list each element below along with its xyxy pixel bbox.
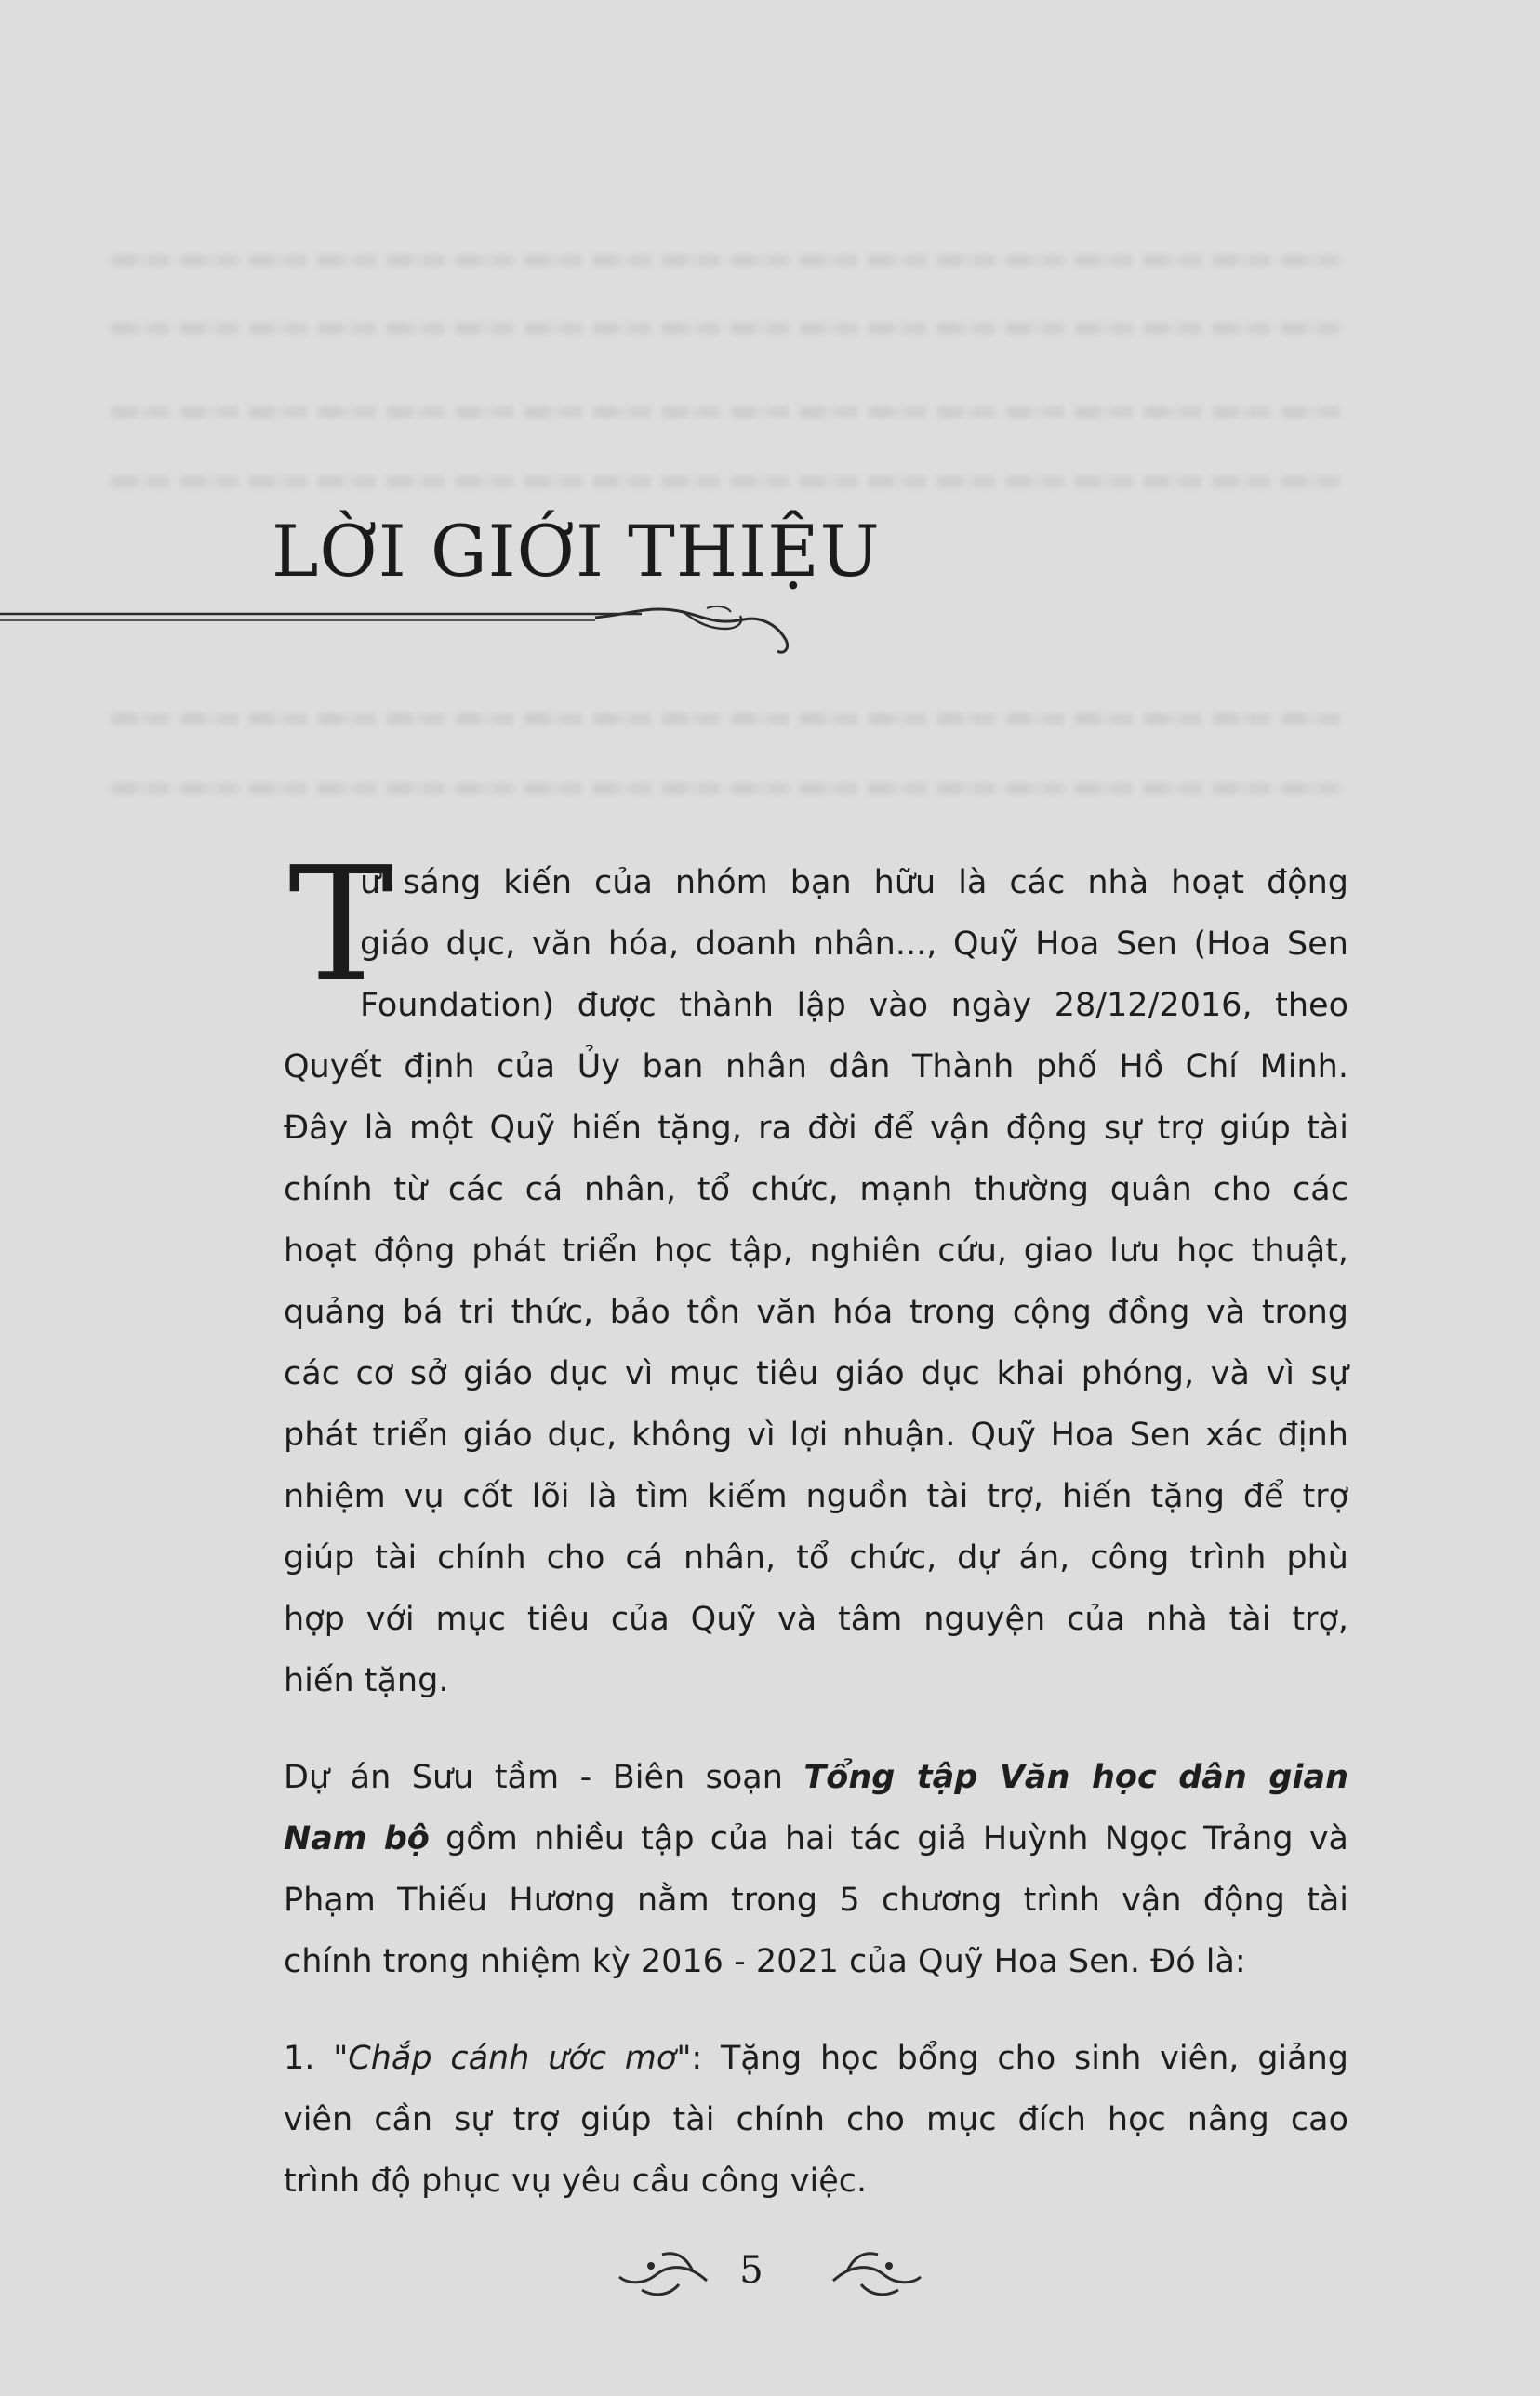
text-fragment: : Tặng học bổng cho sinh viên, giảng xyxy=(691,2040,1349,2077)
text-line xyxy=(284,1747,1348,1808)
text-line: Quyết định của Ủy ban nhân dân Thành phố Hồ Chí Minh. xyxy=(284,1048,1348,1085)
text-line: nhiệm vụ cốt lõi là tìm kiếm nguồn tài trợ, hiến tặng để trợ xyxy=(284,1478,1348,1515)
list-number: 1. xyxy=(284,2040,334,2077)
text-line: Foundation) được thành lập vào ngày 28/12/2016, theo xyxy=(360,987,1348,1024)
text-fragment: Dự án Sưu tầm - Biên soạn xyxy=(284,1759,804,1796)
show-through-line xyxy=(112,772,1348,804)
text-line: hợp với mục tiêu của Quỹ và tâm nguyện của nhà tài trợ, xyxy=(284,1601,1348,1638)
book-title: Nam bộ xyxy=(284,1820,430,1857)
body-text xyxy=(284,833,1349,2212)
text-line: quảng bá tri thức, bảo tồn văn hóa trong cộng đồng và trong xyxy=(284,1294,1348,1331)
page-number: 5 xyxy=(739,2249,763,2292)
show-through-line xyxy=(112,465,1348,497)
text-line: giáo dục, văn hóa, doanh nhân..., Quỹ Hoa Sen (Hoa Sen xyxy=(360,925,1348,963)
show-through-line xyxy=(112,312,1348,343)
text-line: phát triển giáo dục, không vì lợi nhuận. Quỹ Hoa Sen xác định xyxy=(284,1417,1348,1454)
text-fragment: gồm nhiều tập của hai tác giả Huỳnh Ngọc Trảng và xyxy=(429,1820,1348,1857)
text-line: ừ sáng kiến của nhóm bạn hữu là các nhà hoạt động xyxy=(360,864,1348,901)
book-title: Tổng tập Văn học dân gian xyxy=(803,1759,1348,1796)
text-line: Đây là một Quỹ hiến tặng, ra đời để vận động sự trợ giúp tài xyxy=(284,1110,1348,1147)
text-line: hoạt động phát triển học tập, nghiên cứu, giao lưu học thuật, xyxy=(284,1232,1348,1270)
program-name: "Chắp cánh ước mơ" xyxy=(333,2040,692,2077)
text-line: chính trong nhiệm kỳ 2016 - 2021 của Quỹ Hoa Sen. Đó là: xyxy=(284,1943,1246,1980)
text-line: Phạm Thiếu Hương nằm trong 5 chương trình vận động tài xyxy=(284,1882,1348,1919)
text-line: hiến tặng. xyxy=(284,1662,449,1699)
text-line: chính từ các cá nhân, tổ chức, mạnh thường quân cho các xyxy=(284,1171,1348,1208)
page-title: LỜI GIỚI THIỆU xyxy=(272,510,881,592)
show-through-line xyxy=(112,395,1348,427)
text-line: trình độ phục vụ yêu cầu công việc. xyxy=(284,2163,868,2200)
title-flourish-rule xyxy=(0,605,800,660)
text-line xyxy=(284,1808,1348,1870)
text-line: viên cần sự trợ giúp tài chính cho mục đích học nâng cao xyxy=(284,2101,1348,2138)
text-line: giúp tài chính cho cá nhân, tổ chức, dự án, công trình phù xyxy=(284,1539,1348,1577)
text-line: các cơ sở giáo dục vì mục tiêu giáo dục khai phóng, và vì sự xyxy=(284,1355,1348,1392)
show-through-line xyxy=(112,244,1348,275)
drop-cap: T xyxy=(288,833,394,1018)
list-item xyxy=(284,2028,1348,2089)
show-through-line xyxy=(112,702,1348,734)
